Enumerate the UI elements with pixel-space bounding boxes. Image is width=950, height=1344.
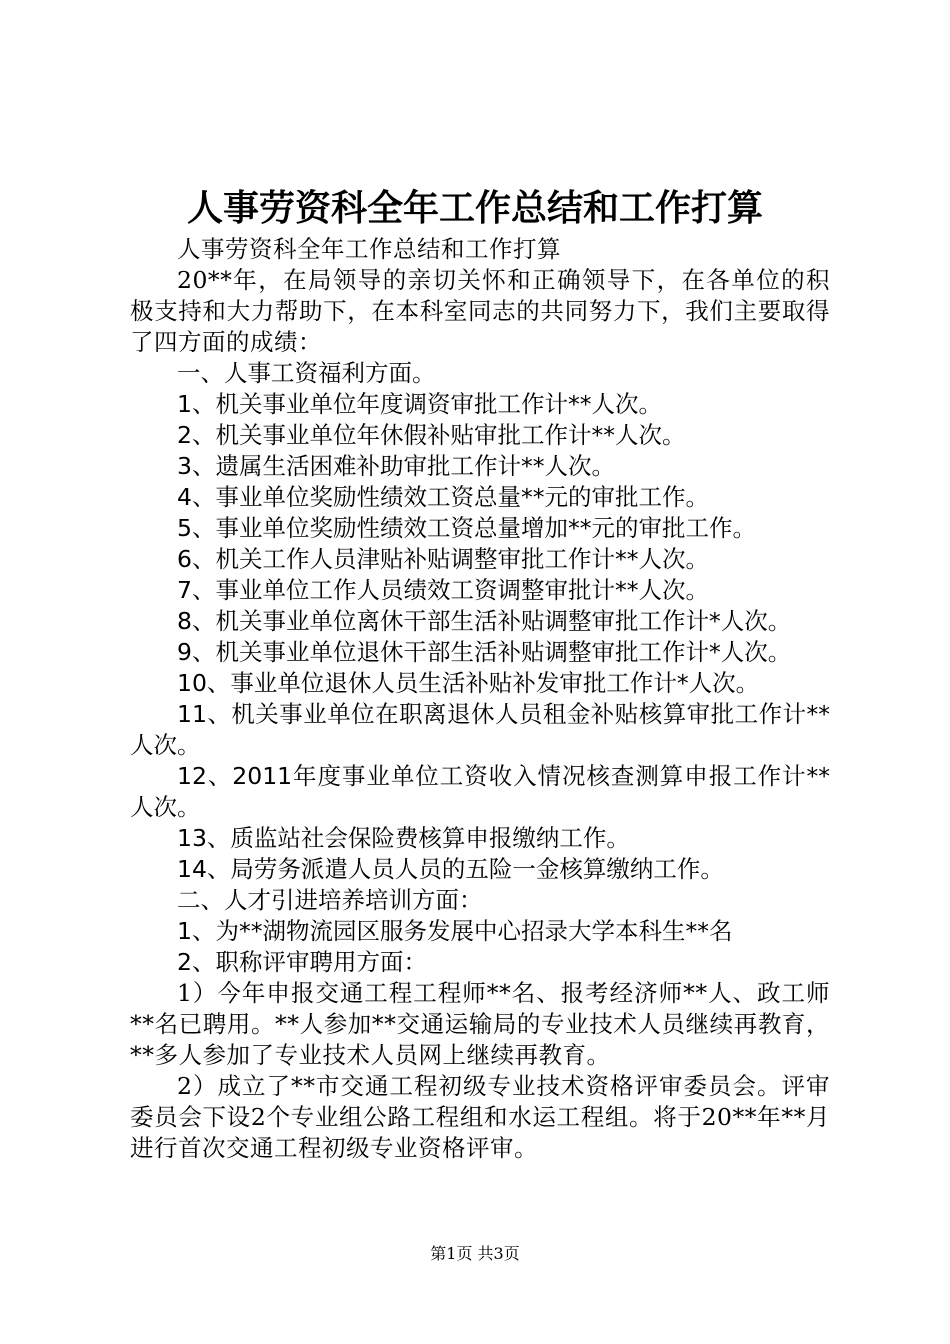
list-item: 12、2011年度事业单位工资收入情况核查测算申报工作计**人次。	[130, 762, 830, 821]
list-item: 5、事业单位奖励性绩效工资总量增加**元的审批工作。	[177, 514, 756, 542]
list-item: 13、质监站社会保险费核算申报缴纳工作。	[177, 824, 630, 852]
page-number-footer: 第1页 共3页	[430, 1244, 520, 1263]
section-heading: 二、人才引进培养培训方面：	[177, 886, 483, 914]
list-item: 2、机关事业单位年休假补贴审批工作计**人次。	[177, 421, 686, 449]
list-item: 6、机关工作人员津贴补贴调整审批工作计**人次。	[177, 545, 709, 573]
section-heading: 一、人事工资福利方面。	[177, 359, 436, 387]
document-body	[130, 234, 830, 1164]
list-item: 8、机关事业单位离休干部生活补贴调整审批工作计*人次。	[177, 607, 792, 635]
body-paragraph: 2）成立了**市交通工程初级专业技术资格评审委员会。评审委员会下设2个专业组公路工程组和水运工程组。将于20**年**月进行首次交通工程初级专业资格评审。	[130, 1072, 830, 1162]
list-item: 14、局劳务派遣人员人员的五险一金核算缴纳工作。	[177, 855, 724, 883]
list-item: 9、机关事业单位退休干部生活补贴调整审批工作计*人次。	[177, 638, 792, 666]
body-paragraph: 1）今年申报交通工程工程师**名、报考经济师**人、政工师**名已聘用。**人参加**交通运输局的专业技术人员继续再教育，**多人参加了专业技术人员网上继续再教育。	[130, 979, 830, 1069]
list-item: 3、遗属生活困难补助审批工作计**人次。	[177, 452, 615, 480]
list-item: 2、职称评审聘用方面：	[177, 948, 427, 976]
subtitle-paragraph: 人事劳资科全年工作总结和工作打算	[177, 235, 561, 263]
list-item: 11、机关事业单位在职离退休人员租金补贴核算审批工作计**人次。	[130, 700, 830, 759]
intro-paragraph: 20**年，在局领导的亲切关怀和正确领导下，在各单位的积极支持和大力帮助下，在本科室同志的共同努力下，我们主要取得了四方面的成绩：	[130, 266, 830, 356]
list-item: 4、事业单位奖励性绩效工资总量**元的审批工作。	[177, 483, 709, 511]
list-item: 7、事业单位工作人员绩效工资调整审批计**人次。	[177, 576, 709, 604]
list-item: 1、为**湖物流园区服务发展中心招录大学本科生**名	[177, 917, 733, 945]
list-item: 10、事业单位退休人员生活补贴补发审批工作计*人次。	[177, 669, 760, 697]
document-title: 人事劳资科全年工作总结和工作打算	[186, 187, 763, 229]
list-item: 1、机关事业单位年度调资审批工作计**人次。	[177, 390, 662, 418]
